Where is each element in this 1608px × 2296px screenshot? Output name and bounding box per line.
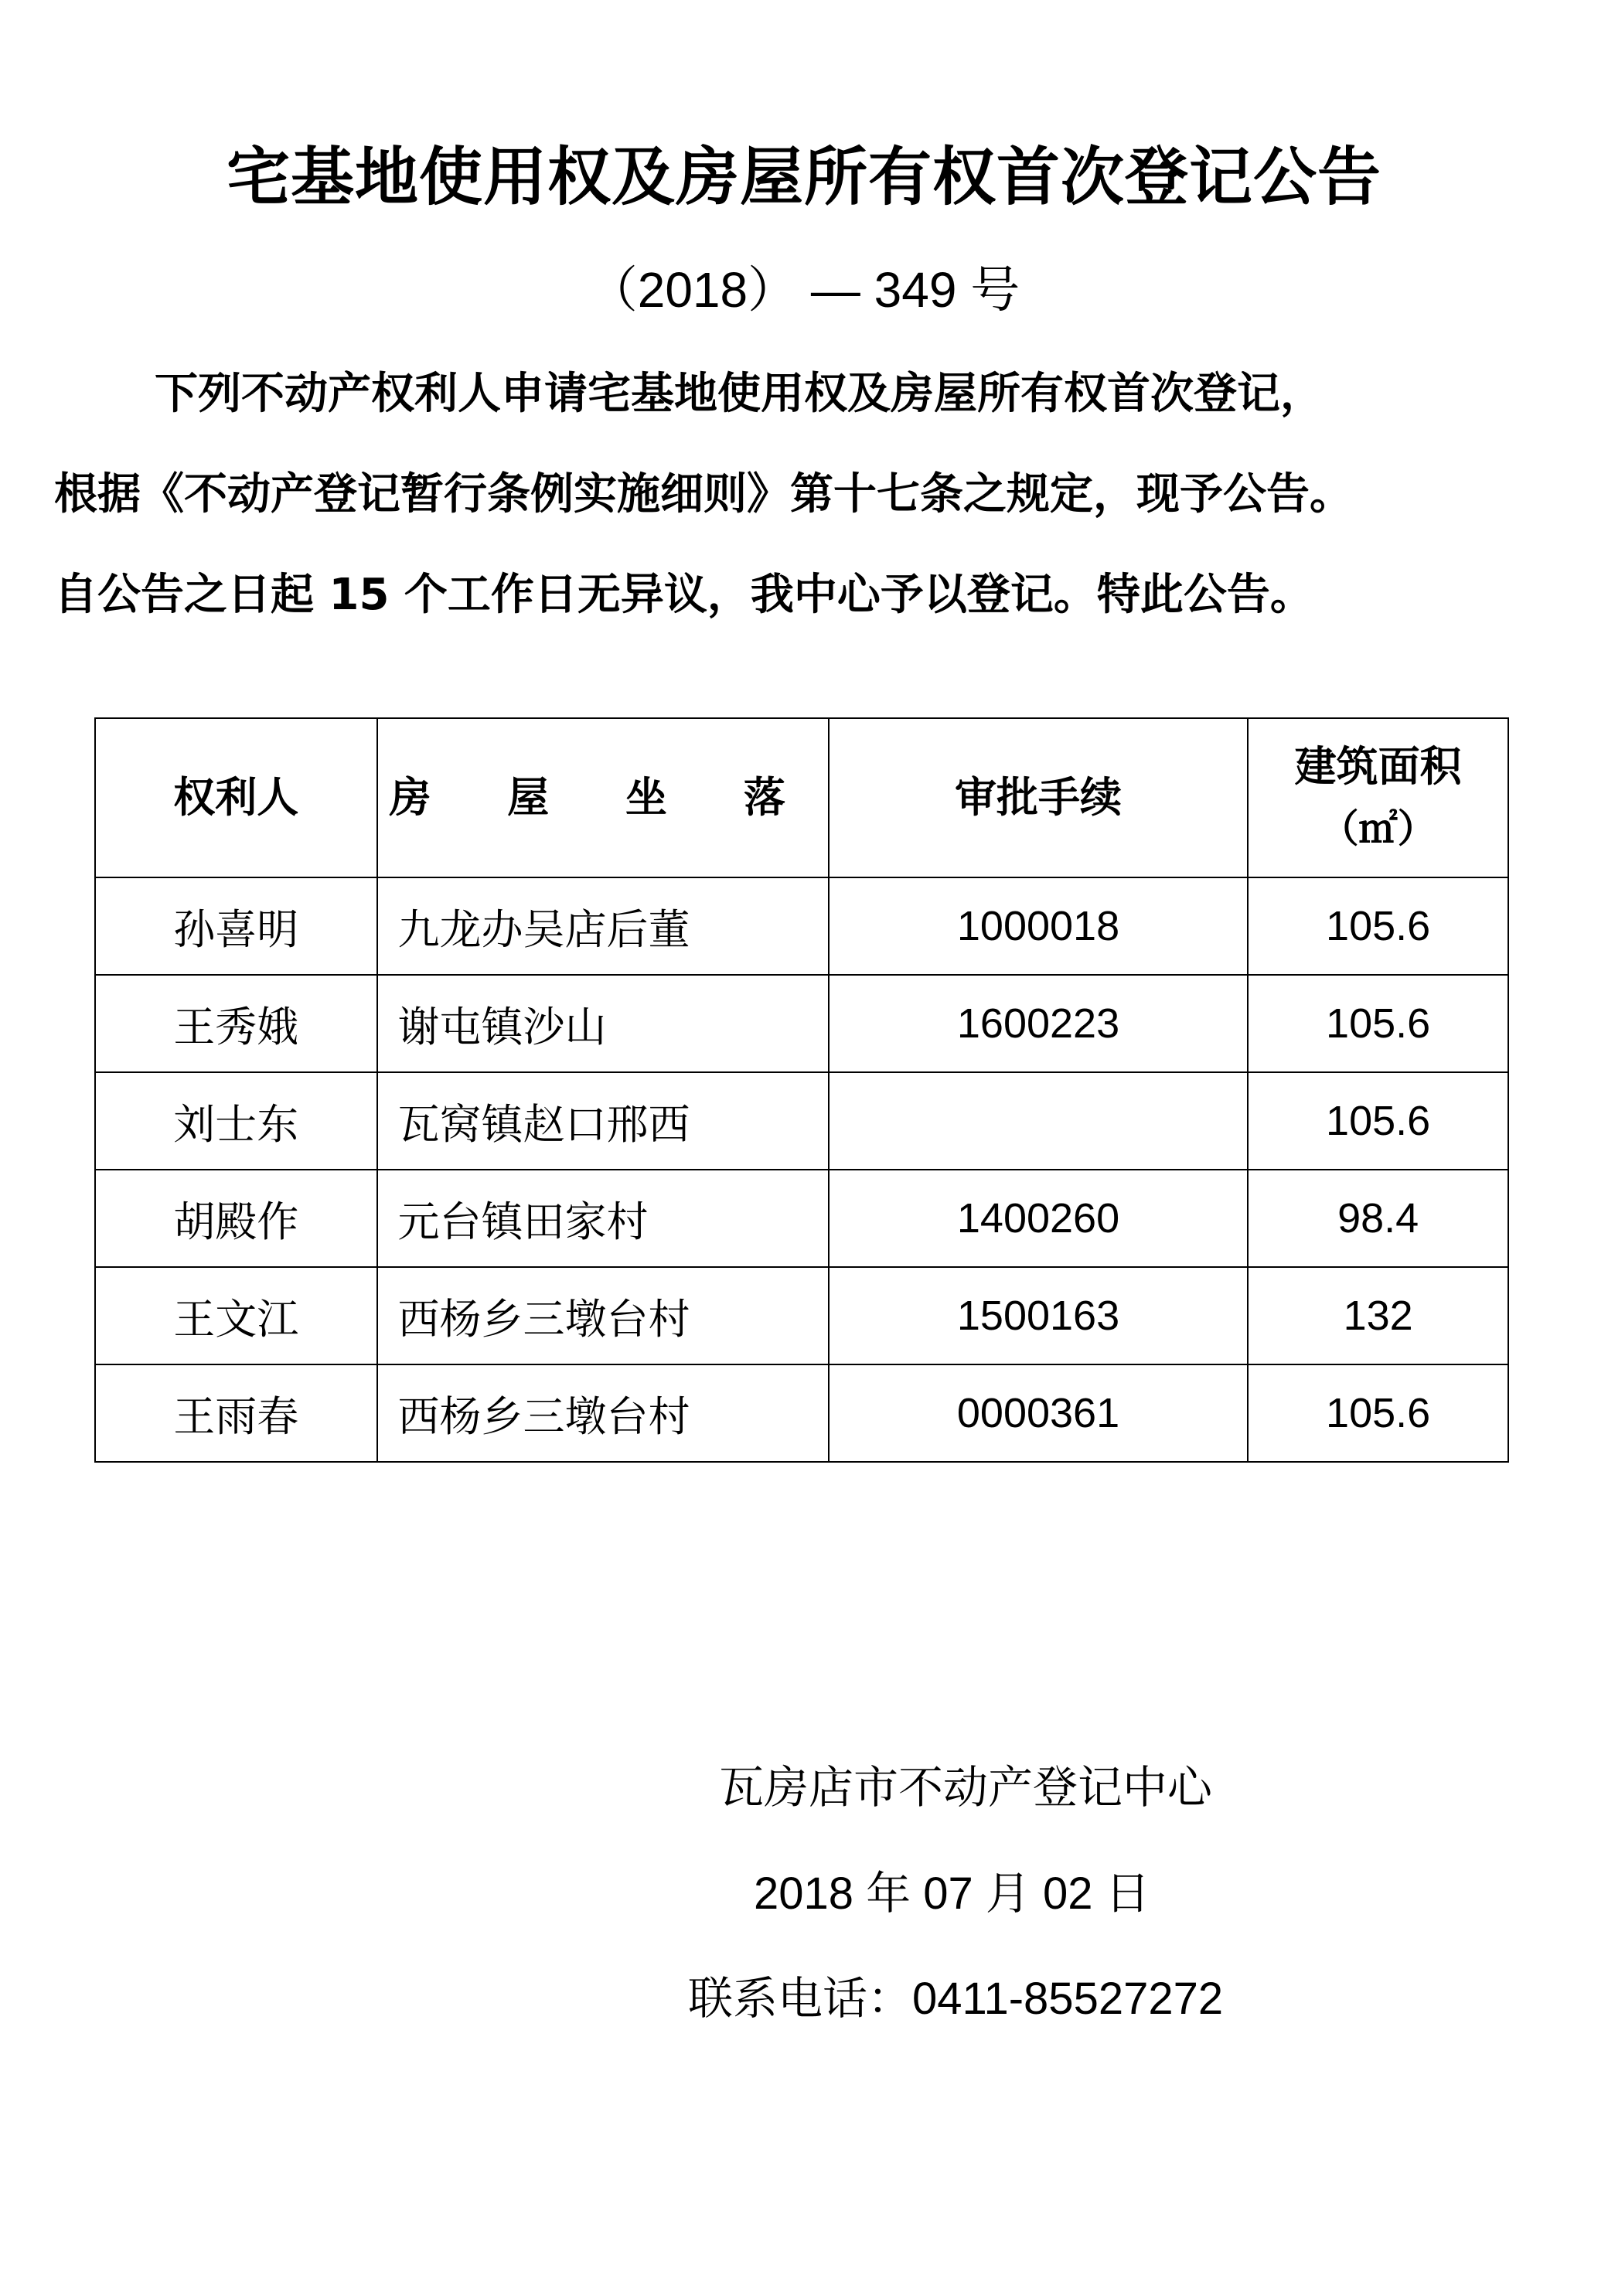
location-cell: 西杨乡三墩台村: [377, 1364, 829, 1462]
phone-label: 联系电话：: [688, 1972, 913, 2025]
registration-table: [94, 717, 1509, 1463]
notice-paragraph-2: 根据《不动产登记暂行条例实施细则》第十七条之规定，现予公告。: [54, 469, 1353, 519]
owner-cell: 王文江: [95, 1267, 377, 1364]
table-row: [95, 1170, 1508, 1267]
location-cell: 元台镇田家村: [377, 1170, 829, 1267]
location-cell: 谢屯镇沙山: [377, 975, 829, 1072]
owner-cell: 孙喜明: [95, 877, 377, 975]
header-owner: 权利人: [95, 718, 377, 877]
approval-cell: 1500163: [829, 1267, 1248, 1364]
issuing-organization: 瓦房店市不动产登记中心: [719, 1761, 1213, 1814]
location-cell: 西杨乡三墩台村: [377, 1267, 829, 1364]
owner-cell: 王秀娥: [95, 975, 377, 1072]
approval-cell: 0000361: [829, 1364, 1248, 1462]
contact-phone: [688, 1967, 1223, 2030]
table-header-row: [95, 718, 1508, 877]
owner-cell: 胡殿作: [95, 1170, 377, 1267]
header-location: 房 屋 坐 落: [377, 718, 829, 877]
area-cell: 98.4: [1248, 1170, 1508, 1267]
header-area-unit: （㎡）: [1320, 806, 1436, 851]
notice-paragraph-3: 自公告之日起 15 个工作日无异议，我中心予以登记。特此公告。: [54, 570, 1313, 620]
header-area: [1248, 718, 1508, 877]
approval-cell: [829, 1072, 1248, 1170]
area-cell: 105.6: [1248, 1072, 1508, 1170]
table-row: [95, 975, 1508, 1072]
owner-cell: 刘士东: [95, 1072, 377, 1170]
table-row: [95, 1072, 1508, 1170]
issue-date: 2018 年 07 月 02 日: [754, 1868, 1150, 1919]
header-area-label: 建筑面积: [1294, 742, 1462, 791]
location-cell: 九龙办吴店后董: [377, 877, 829, 975]
notice-title: 宅基地使用权及房屋所有权首次登记公告: [226, 141, 1381, 214]
table-row: [95, 1364, 1508, 1462]
phone-number: 0411-85527272: [912, 1974, 1224, 2024]
table-row: [95, 1267, 1508, 1364]
area-cell: 105.6: [1248, 975, 1508, 1072]
approval-cell: 1400260: [829, 1170, 1248, 1267]
header-approval: 审批手续: [829, 718, 1248, 877]
approval-cell: 1000018: [829, 877, 1248, 975]
area-cell: 105.6: [1248, 877, 1508, 975]
location-cell: 瓦窝镇赵口邢西: [377, 1072, 829, 1170]
approval-cell: 1600223: [829, 975, 1248, 1072]
area-cell: 105.6: [1248, 1364, 1508, 1462]
table-row: [95, 877, 1508, 975]
notice-paragraph-1: 下列不动产权利人申请宅基地使用权及房屋所有权首次登记，: [155, 369, 1324, 419]
notice-number: （2018） — 349 号: [588, 262, 1020, 318]
area-cell: 132: [1248, 1267, 1508, 1364]
owner-cell: 王雨春: [95, 1364, 377, 1462]
